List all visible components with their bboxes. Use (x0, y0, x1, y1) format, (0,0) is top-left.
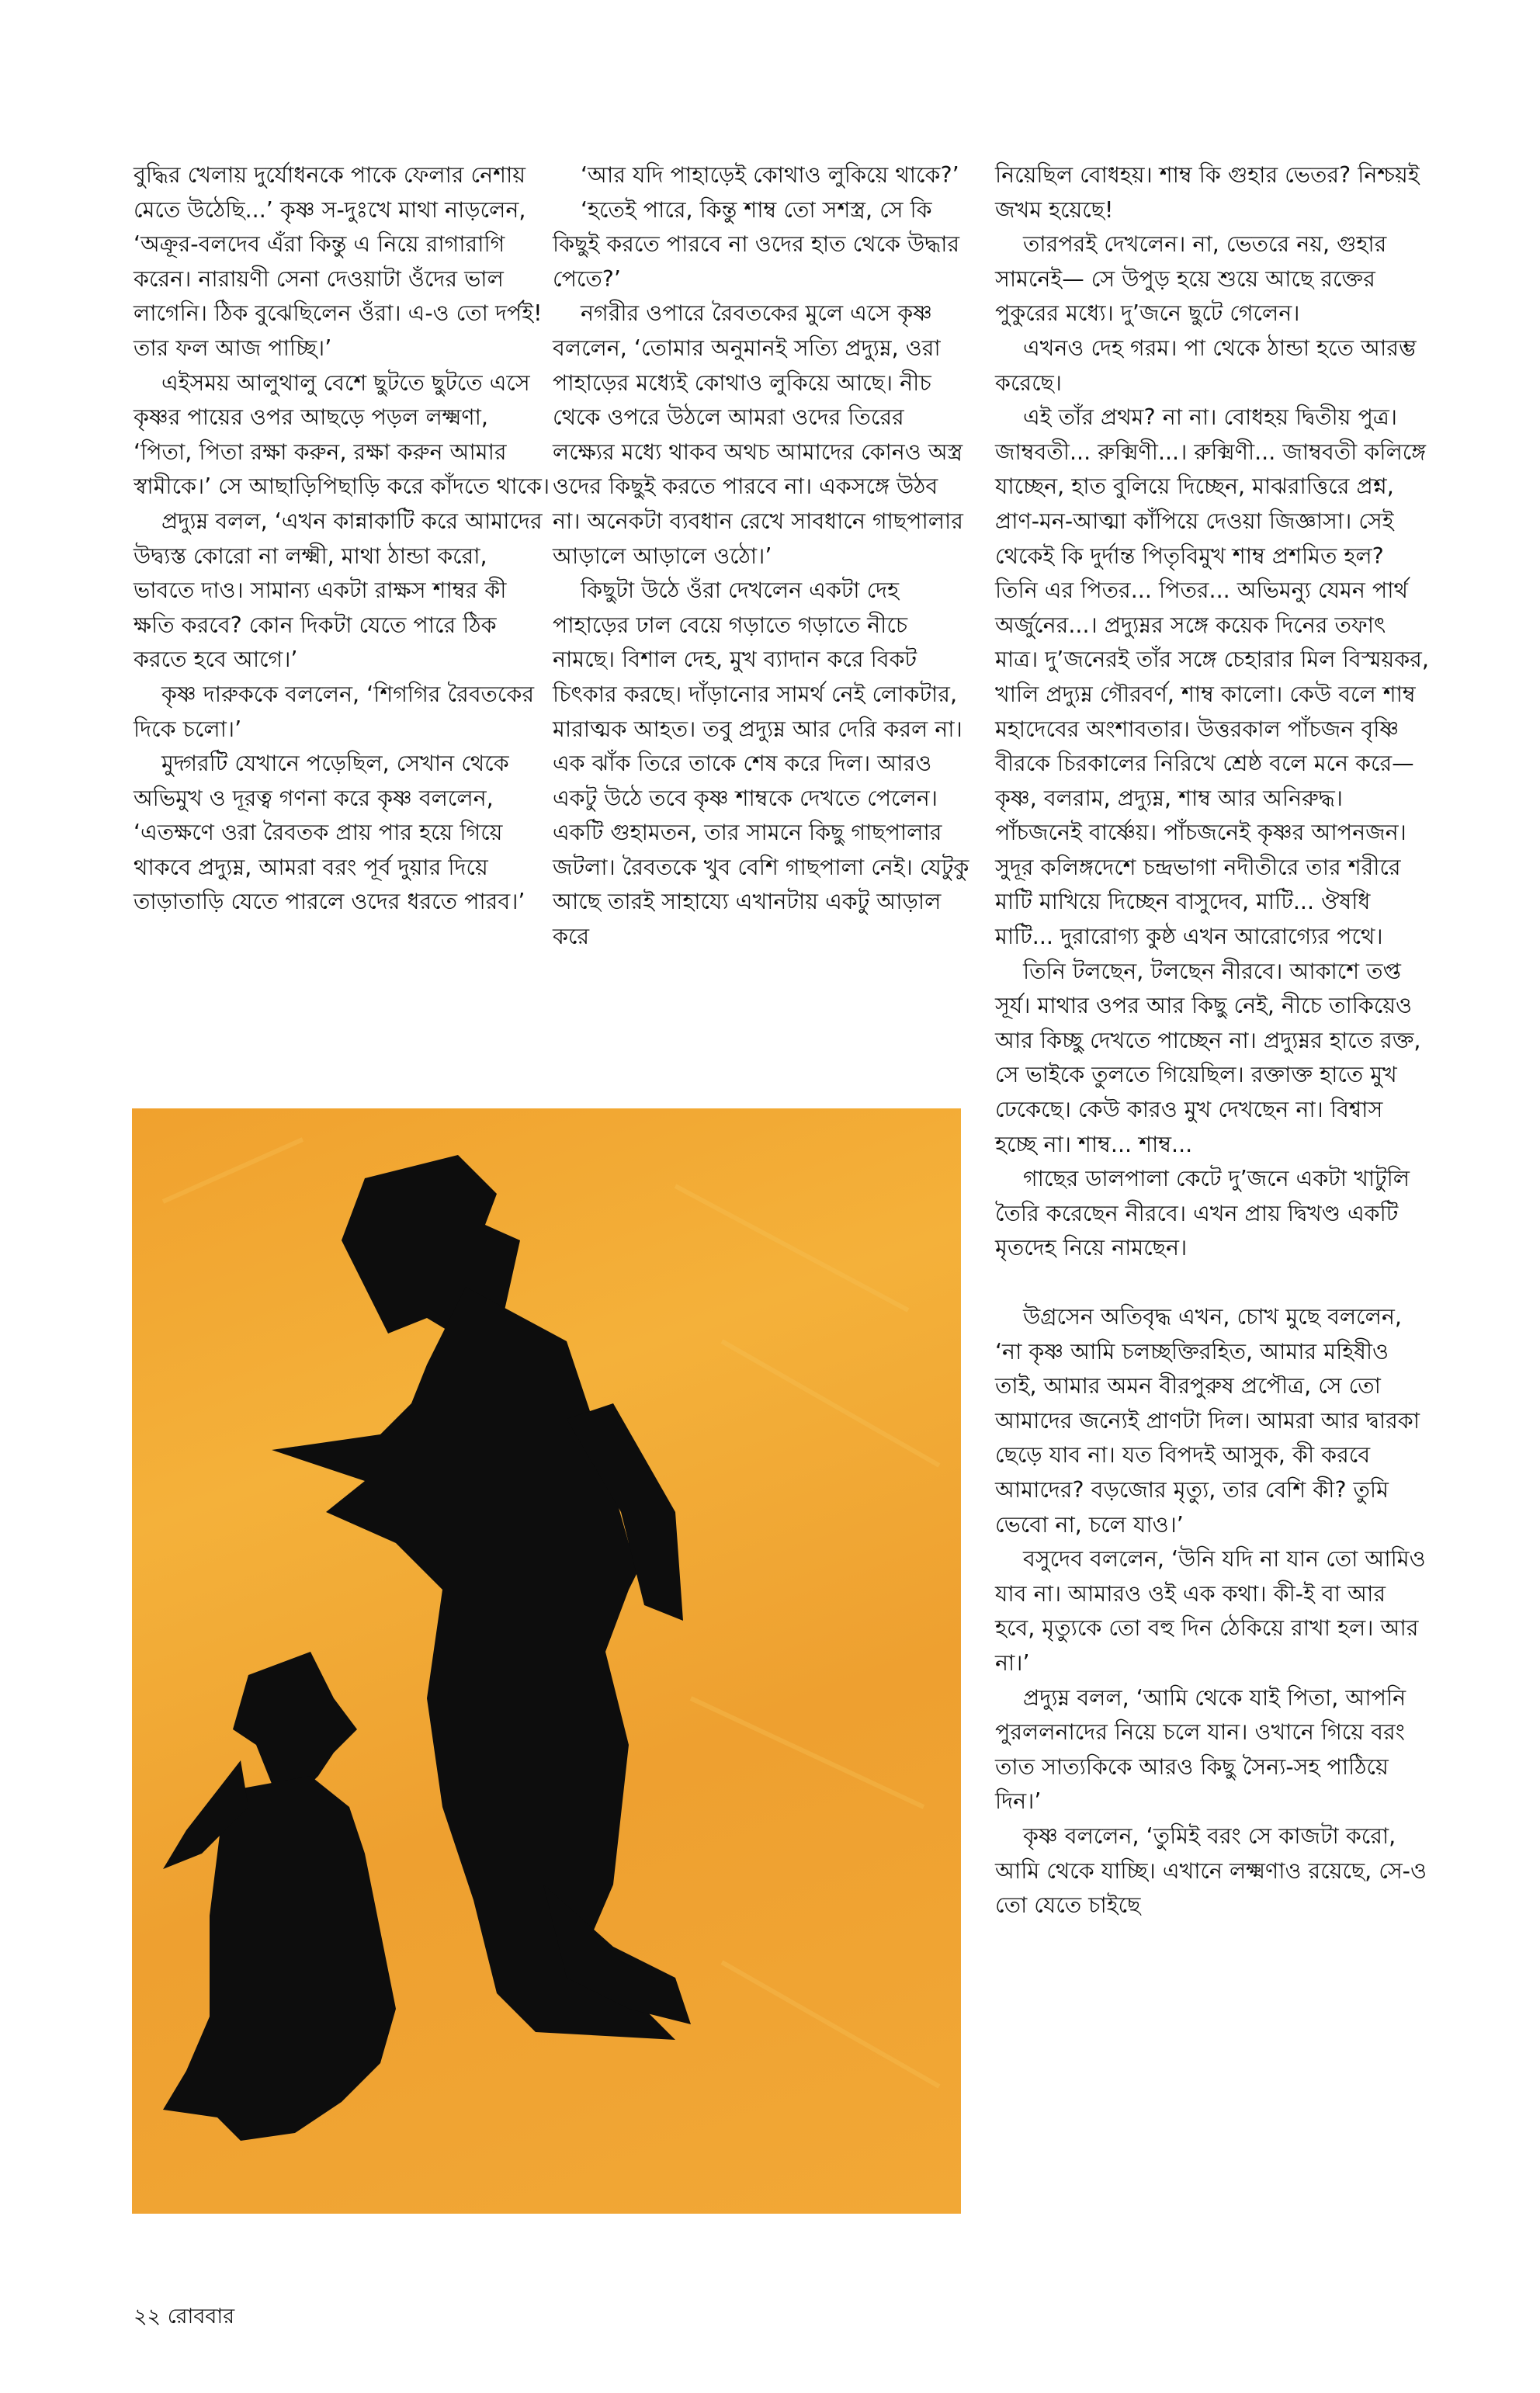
paragraph: কৃষ্ণ বললেন, ‘তুমিই বরং সে কাজটা করো, আমি থেকে যাচ্ছি। এখানে লক্ষ্মণাও রয়েছে, সে-ও তো যেতে চাইছে (995, 1822, 1427, 1919)
paragraph: বুদ্ধির খেলায় দুর্যোধনকে পাকে ফেলার নেশায় মেতে উঠেছি...’ কৃষ্ণ স-দুঃখে মাথা নাড়লেন, ‘অক্রূর-বলদেব এঁরা কিন্তু এ নিয়ে রাগারাগি করেন। নারায়ণী সেনা দেওয়াটা ওঁদের ভাল লাগেনি। ঠিক বুঝেছিলেন ওঁরা। এ-ও তো দর্পই! তার ফল আজ পাচ্ছি।’ (134, 162, 543, 361)
article-column-1 (134, 158, 553, 920)
seated-figure-head (233, 1652, 357, 1799)
paragraph: তারপরই দেখলেন। না, ভেতরে নয়, গুহার সামনেই— সে উপুড় হয়ে শুয়ে আছে রক্তের পুকুরের মধ্যে। দু’জনে ছুটে গেলেন। (995, 231, 1387, 327)
paragraph: মুদ্গরটি যেখানে পড়েছিল, সেখান থেকে অভিমুখ ও দূরত্ব গণনা করে কৃষ্ণ বললেন, ‘এতক্ষণে ওরা রৈবতক প্রায় পার হয়ে গিয়ে থাকবে প্রদ্যুম্ন, আমরা বরং পূর্ব দুয়ার দিয়ে তাড়াতাড়ি যেতে পারলে ওদের ধরতে পারব।’ (134, 751, 525, 915)
article-column-3 (995, 158, 1430, 1923)
paragraph: গাছের ডালপালা কেটে দু’জনে একটা খাটুলি তৈরি করেছেন নীরবে। এখন প্রায় দ্বিখণ্ড একটি মৃতদেহ নিয়ে নামছেন। (995, 1166, 1410, 1261)
paragraph: ‘আর যদি পাহাড়েই কোথাও লুকিয়ে থাকে?’ (581, 162, 959, 188)
silhouette-painting (132, 1108, 961, 2214)
paragraph: প্রদ্যুম্ন বলল, ‘আমি থেকে যাই পিতা, আপনি পুরললনাদের নিয়ে চলে যান। ওখানে গিয়ে বরং তাত সাত্যকিকে আরও কিছু সৈন্য-সহ পাঠিয়ে দিন।’ (995, 1684, 1406, 1815)
illustration (132, 1108, 961, 2214)
paragraph: এইসময় আলুথালু বেশে ছুটতে ছুটতে এসে কৃষ্ণর পায়ের ওপর আছড়ে পড়ল লক্ষ্মণা, ‘পিতা, পিতা রক্ষা করুন, রক্ষা করুন আমার স্বামীকে।’ সে আছাড়িপিছাড়ি করে কাঁদতে থাকে। (134, 369, 550, 500)
paragraph: বসুদেব বললেন, ‘উনি যদি না যান তো আমিও যাব না। আমারও ওই এক কথা। কী-ই বা আর হবে, মৃত্যুকে তো বহু দিন ঠেকিয়ে রাখা হল। আর না।’ (995, 1546, 1426, 1676)
article-column-2 (553, 158, 972, 955)
paragraph: তিনি টলছেন, টলছেন নীরবে। আকাশে তপ্ত সূর্য। মাথার ওপর আর কিছু নেই, নীচে তাকিয়েও আর কিচ্ছু দেখতে পাচ্ছেন না। প্রদ্যুম্নর হাতে রক্ত, সে ভাইকে তুলতে গিয়েছিল। রক্তাক্ত হাতে মুখ ঢেকেছে। কেউ কারও মুখ দেখছেন না। বিশ্বাস হচ্ছে না। শাম্ব... শাম্ব... (995, 958, 1421, 1157)
paragraph: এখনও দেহ গরম। পা থেকে ঠান্ডা হতে আরম্ভ করেছে। (995, 335, 1417, 396)
page-folio: ২২ রোববার (134, 2305, 235, 2329)
paragraph: কৃষ্ণ দারুককে বললেন, ‘শিগগির রৈবতকের দিকে চলো।’ (134, 681, 535, 742)
paragraph: নগরীর ওপারে রৈবতকের মুলে এসে কৃষ্ণ বললেন, ‘তোমার অনুমানই সত্যি প্রদ্যুম্ন, ওরা পাহাড়ের মধ্যেই কোথাও লুকিয়ে আছে। নীচ থেকে ওপরে উঠলে আমরা ওদের তিরের লক্ষ্যের মধ্যে থাকব অথচ আমাদের কোনও অস্ত্র ওদের কিছুই করতে পারবে না। একসঙ্গে উঠব না। অনেকটা ব্যবধান রেখে সাবধানে গাছপালার আড়ালে আড়ালে ওঠো।’ (553, 300, 963, 569)
paragraph: ‘হতেই পারে, কিন্তু শাম্ব তো সশস্ত্র, সে কি কিছুই করতে পারবে না ওদের হাত থেকে উদ্ধার পেতে?’ (553, 196, 960, 292)
paragraph: নিয়েছিল বোধহয়। শাম্ব কি গুহার ভেতর? নিশ্চয়ই জখম হয়েছে! (995, 162, 1420, 223)
paragraph: প্রদ্যুম্ন বলল, ‘এখন কান্নাকাটি করে আমাদের উদ্ব্যস্ত কোরো না লক্ষ্মী, মাথা ঠান্ডা করো, ভাবতে দাও। সামান্য একটা রাক্ষস শাম্বর কী ক্ষতি করবে? কোন দিকটা যেতে পারে ঠিক করতে হবে আগে।’ (134, 508, 543, 673)
paragraph: এই তাঁর প্রথম? না না। বোধহয় দ্বিতীয় পুত্র। জাম্ববতী... রুক্মিণী...। রুক্মিণী... জাম্ববতী কলিঙ্গে যাচ্ছেন, হাত বুলিয়ে দিচ্ছেন, মাঝরাত্তিরে প্রশ্ন, প্রাণ-মন-আত্মা কাঁপিয়ে দেওয়া জিজ্ঞাসা। সেই থেকেই কি দুর্দান্ত পিতৃবিমুখ শাম্ব প্রশমিত হল? তিনি এর পিতর... পিতর... অভিমন্যু যেমন পার্থ অর্জুনের...। প্রদ্যুম্নর সঙ্গে কয়েক দিনের তফাৎ মাত্র। দু’জনেরই তাঁর সঙ্গে চেহারার মিল বিস্ময়কর, খালি প্রদ্যুম্ন গৌরবর্ণ, শাম্ব কালো। কেউ বলে শাম্ব মহাদেবের অংশাবতার। উত্তরকাল পাঁচজন বৃষ্ণি বীরকে চিরকালের নিরিখে শ্রেষ্ঠ বলে মনে করে— কৃষ্ণ, বলরাম, প্রদ্যুম্ন, শাম্ব আর অনিরুদ্ধ। পাঁচজনেই বার্ষ্ণেয়। পাঁচজনেই কৃষ্ণর আপনজন। সুদূর কলিঙ্গদেশে চন্দ্রভাগা নদীতীরে তার শরীরে মাটি মাখিয়ে দিচ্ছেন বাসুদেব, মাটি... ঔষধি মাটি... দুরারোগ্য কুষ্ঠ এখন আরোগ্যের পথে। (995, 404, 1429, 950)
paragraph: কিছুটা উঠে ওঁরা দেখলেন একটা দেহ পাহাড়ের ঢাল বেয়ে গড়াতে গড়াতে নীচে নামছে। বিশাল দেহ, মুখ ব্যাদান করে বিকট চিৎকার করছে। দাঁড়ানোর সামর্থ নেই লোকটার, মারাত্মক আহত। তবু প্রদ্যুম্ন আর দেরি করল না। এক ঝাঁক তিরে তাকে শেষ করে দিল। আরও একটু উঠে তবে কৃষ্ণ শাম্বকে দেখতে পেলেন। একটি গুহামতন, তার সামনে কিছু গাছপালার জটলা। রৈবতকে খুব বেশি গাছপালা নেই। যেটুকু আছে তারই সাহায্যে এখানটায় একটু আড়াল করে (553, 577, 969, 950)
paragraph: উগ্রসেন অতিবৃদ্ধ এখন, চোখ মুছে বললেন, ‘না কৃষ্ণ আমি চলচ্ছক্তিরহিত, আমার মহিষীও তাই, আমার অমন বীরপুরুষ প্রপৌত্র, সে তো আমাদের জন্যেই প্রাণটা দিল। আমরা আর দ্বারকা ছেড়ে যাব না। যত বিপদই আসুক, কী করবে আমাদের? বড়জোর মৃত্যু, তার বেশি কী? তুমি ভেবো না, চলে যাও।’ (995, 1304, 1420, 1538)
